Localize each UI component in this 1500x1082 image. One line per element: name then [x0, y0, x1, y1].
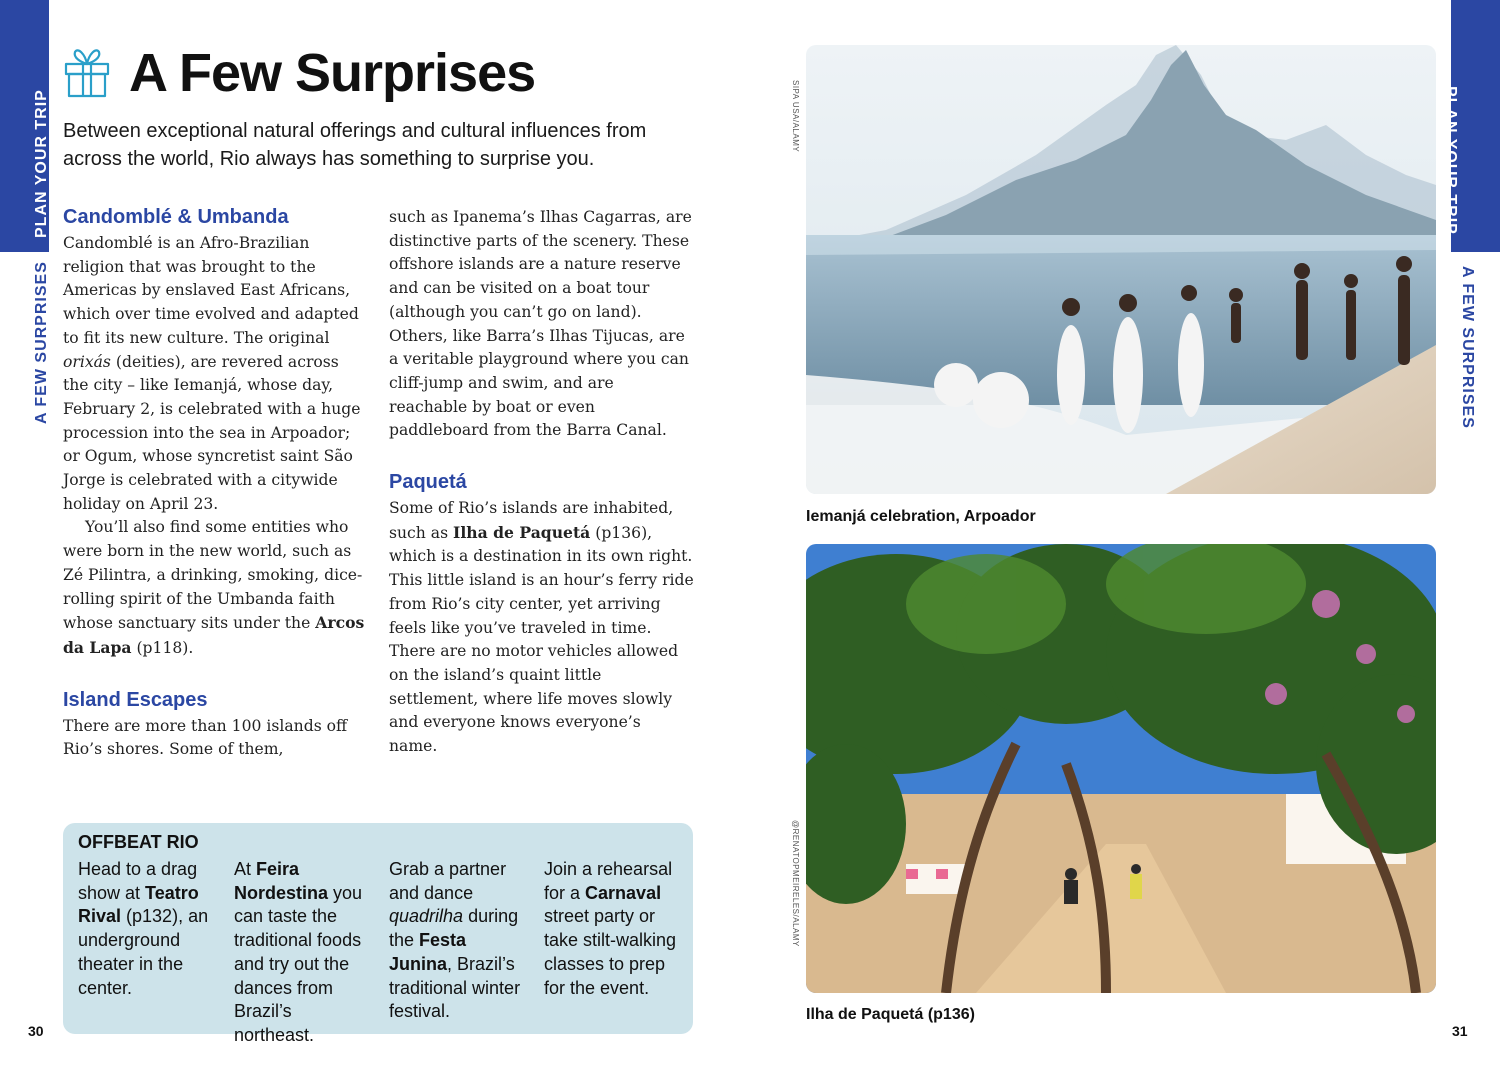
paqueta-paragraph: Some of Rio’s islands are inhabited, such as Ilha de Paquetá (p136), which is a destination in its own right. This little island is an hour’s ferry ride from Rio’s city center, yet arriving feels like you’ve traveled in time. There are no motor vehicles allowed on the island’s quaint little settlement, where life moves slowly and everyone knows everyone’s name.: [389, 499, 694, 756]
island-paragraph-start: There are more than 100 islands off Rio’s shores. Some of them,: [63, 716, 348, 759]
offbeat-item-1: Head to a drag show at Teatro Rival (p132), an underground theater in the center.: [78, 859, 209, 998]
text-column-1: [63, 204, 368, 762]
candomble-paragraph-2: You’ll also find some entities who were born in the new world, such as Zé Pilintra, a drinking, smoking, dice-rolling spirit of the Umbanda faith whose sanctuary sits under the Arcos da Lapa (p118).: [63, 518, 365, 657]
candomble-paragraph-1: Candomblé is an Afro-Brazilian religion that was brought to the Americas by enslaved East Africans, which over time evolved and adapted to fit its new culture. The original orixás (deities), are revered across the city – like Iemanjá, whose day, February 2, is celebrated with a huge procession into the sea in Arpoador; or Ogum, whose syncretist saint São Jorge is celebrated with a citywide holiday on April 23.: [63, 234, 361, 513]
offbeat-rio-box: [63, 823, 693, 1045]
right-section-label: A FEW SURPRISES: [1459, 266, 1476, 429]
arcos-da-lapa-link: Arcos da Lapa: [63, 613, 365, 657]
gift-icon: [63, 48, 111, 98]
heading-paqueta: Paquetá: [389, 471, 467, 494]
offbeat-item-2: At Feira Nordestina you can taste the traditional foods and try out the dances from Brazil’s northeast.: [234, 859, 363, 1045]
photo-iemanja-celebration: [806, 45, 1436, 494]
ilha-de-paqueta-link: Ilha de Paquetá: [453, 522, 591, 542]
text-column-2: [389, 206, 694, 759]
photo2-caption: Ilha de Paquetá (p136): [806, 1006, 975, 1023]
left-tab-label: PLAN YOUR TRIP: [33, 89, 50, 238]
photo1-caption: Iemanjá celebration, Arpoador: [806, 508, 1036, 525]
page-title: A Few Surprises: [129, 43, 536, 103]
left-section-label: A FEW SURPRISES: [33, 261, 50, 424]
heading-island-escapes: Island Escapes: [63, 688, 208, 711]
photo2-credit: @RENATOPMEIRELES/ALAMY: [791, 820, 800, 947]
photo-ilha-de-paqueta: [806, 544, 1436, 993]
title-block: [63, 42, 535, 104]
page-number-left: 30: [28, 1023, 44, 1039]
intro-paragraph: Between exceptional natural offerings and cultural influences from across the world, Rio always has something to surprise you.: [63, 120, 647, 170]
heading-candomble: Candomblé & Umbanda: [63, 206, 289, 228]
right-tab-label: PLAN YOUR TRIP: [1442, 86, 1459, 235]
offbeat-item-4: Join a rehearsal for a Carnaval street party or take stilt-walking classes to prep for the event.: [544, 859, 677, 998]
photo1-credit: SIPA USA/ALAMY: [791, 80, 800, 153]
offbeat-title: OFFBEAT RIO: [78, 832, 199, 852]
island-paragraph-continued: such as Ipanema’s Ilhas Cagarras, are distinctive parts of the scenery. These offshore islands are a nature reserve and can be visited on a boat tour (although you can’t go on land). Others, like Barra’s Ilhas Tijucas, are a veritable playground where you can cliff-jump and swim, and are reachable by boat or even paddleboard from the Barra Canal.: [389, 208, 692, 440]
offbeat-item-3: Grab a partner and dance quadrilha during the Festa Junina, Brazil’s traditional winter festival.: [389, 859, 521, 1022]
page-number-right: 31: [1452, 1023, 1468, 1039]
